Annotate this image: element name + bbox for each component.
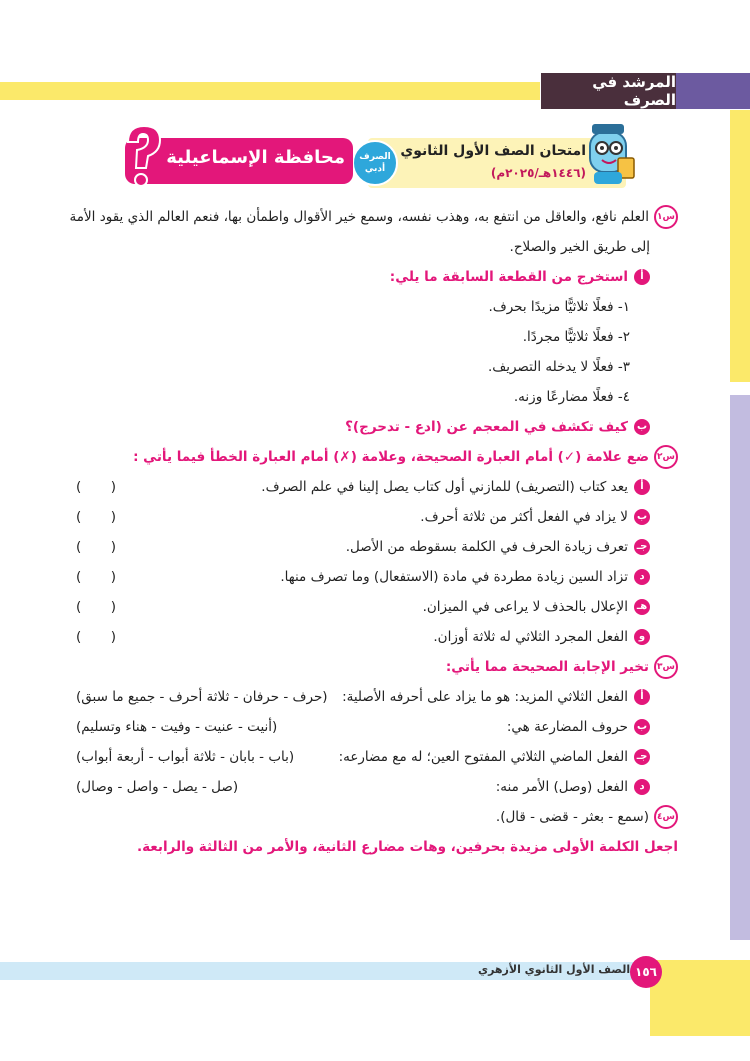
q2-statement: والفعل المجرد الثلاثي له ثلاثة أوزان. ( ) bbox=[60, 622, 678, 652]
book-title: المرشد في الصرف bbox=[592, 73, 676, 109]
student-mascot-icon bbox=[578, 118, 640, 188]
answer-blank[interactable]: ( ) bbox=[76, 629, 116, 645]
side-lavender-bar bbox=[730, 395, 750, 940]
q2-statement: أيعد كتاب (التصريف) للمازني أول كتاب يصل إلينا في علم الصرف. ( ) bbox=[60, 472, 678, 502]
answer-blank[interactable]: ( ) bbox=[76, 479, 116, 495]
answer-blank[interactable]: ( ) bbox=[76, 599, 116, 615]
exam-content bbox=[60, 202, 678, 862]
exam-title: امتحان الصف الأول الثانوي bbox=[400, 143, 586, 159]
q2-label: س٢ bbox=[654, 445, 678, 469]
q2-title: س٢ضع علامة (✓) أمام العبارة الصحيحة، وعلامة (✗) أمام العبارة الخطأ فيما يأتي : bbox=[60, 442, 678, 472]
q3-choices: (باب - بابان - ثلاثة أبواب - أربعة أبواب) bbox=[76, 749, 295, 765]
page-number: ١٥٦ bbox=[630, 956, 662, 988]
q1-text-line2: إلى طريق الخير والصلاح. bbox=[509, 239, 650, 255]
footer-book-label: الصف الأول الثانوي الأزهري bbox=[478, 963, 631, 976]
header-accent-block bbox=[676, 73, 750, 109]
answer-blank[interactable]: ( ) bbox=[76, 539, 116, 555]
q3-item: دالفعل (وصل) الأمر منه: (صل - يصل - واصل - وصال) bbox=[60, 772, 678, 802]
bottom-yellow-block bbox=[650, 960, 750, 1036]
q3-item: بحروف المضارعة هي: (أنيت - عنيت - وفيت - هناء وتسليم) bbox=[60, 712, 678, 742]
q3-choices: (حرف - حرفان - ثلاثة أحرف - جميع ما سبق) bbox=[76, 689, 328, 705]
subject-badge bbox=[352, 140, 398, 186]
q3-label: س٣ bbox=[654, 655, 678, 679]
subject-badge-line2: أدبي bbox=[364, 164, 386, 174]
q4-words: س٤(سمع - بعثر - قضى - قال). bbox=[60, 802, 678, 832]
q2-statement: دتزاد السين زيادة مطردة في مادة (الاستفعال) وما تصرف منها. ( ) bbox=[60, 562, 678, 592]
q3-item: جـالفعل الماضي الثلاثي المفتوح العين؛ له مع مضارعه: (باب - بابان - ثلاثة أبواب - أربعة أبواب) bbox=[60, 742, 678, 772]
q2-statement: هـالإعلال بالحذف لا يراعى في الميزان. ( ) bbox=[60, 592, 678, 622]
q2-statement: بلا يزاد في الفعل أكثر من ثلاثة أحرف. ( ) bbox=[60, 502, 678, 532]
q3-choices: (صل - يصل - واصل - وصال) bbox=[76, 779, 239, 795]
subject-badge-line1: الصرف bbox=[359, 152, 391, 162]
q1-item: ٤- فعلًا مضارعًا وزنه. bbox=[513, 389, 630, 405]
q1-label: س١ bbox=[654, 205, 678, 229]
governorate-title: محافظة الإسماعيلية bbox=[166, 147, 345, 168]
q1-part-b-title: بكيف تكشف في المعجم عن (ادع - تدحرج)؟ bbox=[60, 412, 678, 442]
q1-text-line1: س١العلم نافع، والعاقل من انتفع به، وهذب نفسه، وسمع خير الأقوال واطمأن بها، فنعم العالم الذي يقود الأمة bbox=[60, 202, 678, 232]
answer-blank[interactable]: ( ) bbox=[76, 509, 116, 525]
question-mark-icon bbox=[120, 122, 166, 192]
q1-item: ٢- فعلًا ثلاثيًّا مجردًا. bbox=[522, 329, 630, 345]
q3-choices: (أنيت - عنيت - وفيت - هناء وتسليم) bbox=[76, 719, 278, 735]
q3-title: س٣تخير الإجابة الصحيحة مما يأتي: bbox=[60, 652, 678, 682]
q1-item: ١- فعلًا ثلاثيًّا مزيدًا بحرف. bbox=[488, 299, 630, 315]
q1-item: ٣- فعلًا لا يدخله التصريف. bbox=[487, 359, 630, 375]
answer-blank[interactable]: ( ) bbox=[76, 569, 116, 585]
book-title-header bbox=[541, 73, 676, 109]
exam-year: (١٤٤٦هـ/٢٠٢٥م) bbox=[490, 166, 586, 180]
q1-part-a-title: أاستخرج من القطعة السابقة ما يلي: bbox=[60, 262, 678, 292]
side-yellow-bar bbox=[730, 110, 750, 382]
q4-label: س٤ bbox=[654, 805, 678, 829]
top-yellow-band bbox=[0, 82, 540, 100]
q3-item: أالفعل الثلاثي المزيد: هو ما يزاد على أحرفه الأصلية: (حرف - حرفان - ثلاثة أحرف - جميع ما سبق) bbox=[60, 682, 678, 712]
q4-instruction: اجعل الكلمة الأولى مزيدة بحرفين، وهات مضارع الثانية، والأمر من الثالثة والرابعة. bbox=[136, 839, 678, 855]
q2-statement: جـتعرف زيادة الحرف في الكلمة بسقوطه من الأصل. ( ) bbox=[60, 532, 678, 562]
